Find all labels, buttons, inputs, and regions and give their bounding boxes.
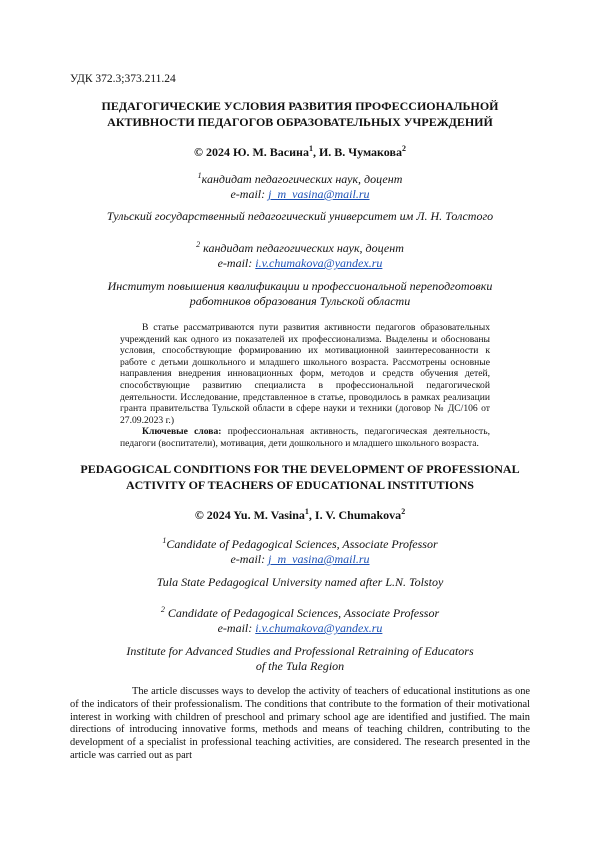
en-aff2-email-label: e-mail: bbox=[217, 621, 256, 635]
en-aff2-org bbox=[70, 644, 530, 674]
ru-aff2-email-label: e-mail: bbox=[217, 256, 256, 270]
ru-abstract bbox=[120, 322, 490, 450]
ru-aff1-org: Тульский государственный педагогический университет им Л. Н. Толстого bbox=[106, 209, 494, 223]
ru-aff1-email-link[interactable]: j_m_vasina@mail.ru bbox=[268, 187, 370, 201]
en-aff2-sup: 2 bbox=[160, 605, 165, 614]
en-title-line1: PEDAGOGICAL CONDITIONS FOR THE DEVELOPMENT OF PROFESSIONAL bbox=[80, 462, 520, 476]
ru-title bbox=[70, 98, 530, 130]
ru-aff1-sup: 1 bbox=[197, 171, 202, 180]
en-abstract bbox=[70, 686, 530, 763]
ru-aff1-email-label: e-mail: bbox=[230, 187, 269, 201]
ru-abstract-text: В статье рассматриваются пути развития активности педагогов образовательных учреждений как одного из показателей их профессионализма. Выделены и обоснованы условия, способствующие формированию их мотивационной заинтересованности к работе с детьми дошкольного и младшего школьного возраста. Рассмотрены основные направления внедрения инновационных форм, методов и средств обучения детей, способствующие развитию специалиста в профессиональной педагогической деятельности. Исследование, представленное в статье, проводилось в рамках реализации гранта правительства Тульской области в сфере науки и техники (договор № ДС/106 от 27.09.2023 г.) bbox=[120, 322, 490, 426]
en-aff1-sup: 1 bbox=[162, 536, 167, 545]
ru-keywords bbox=[120, 426, 490, 449]
en-affiliation-2 bbox=[70, 602, 530, 636]
ru-author2-sup: 2 bbox=[401, 144, 406, 153]
en-aff2-org-line1: Institute for Advanced Studies and Professional Retraining of Educators bbox=[126, 644, 474, 658]
en-aff2-org-line2: of the Tula Region bbox=[255, 659, 345, 673]
ru-authors bbox=[70, 144, 530, 160]
ru-aff2-degree: кандидат педагогических наук, доцент bbox=[200, 241, 404, 255]
ru-aff2-email-link[interactable]: i.v.chumakova@yandex.ru bbox=[255, 256, 383, 270]
en-author1: © 2024 Yu. M. Vasina bbox=[194, 508, 305, 522]
udk-code: УДК 372.3;373.211.24 bbox=[70, 73, 176, 85]
en-author2-sup: 2 bbox=[401, 507, 406, 516]
en-aff2-degree: Candidate of Pedagogical Sciences, Associate Professor bbox=[164, 606, 440, 620]
en-aff1-email-link[interactable]: j_m_vasina@mail.ru bbox=[268, 552, 370, 566]
ru-aff2-org-line1: Институт повышения квалификации и профессиональной переподготовки bbox=[107, 279, 493, 293]
ru-aff2-sup: 2 bbox=[196, 240, 201, 249]
ru-affiliation-2 bbox=[70, 237, 530, 271]
ru-author1: © 2024 Ю. М. Васина bbox=[194, 145, 309, 159]
en-author2: , I. V. Chumakova bbox=[308, 508, 402, 522]
en-aff2-email-link[interactable]: i.v.chumakova@yandex.ru bbox=[255, 621, 383, 635]
ru-keywords-label: Ключевые слова: bbox=[142, 426, 222, 438]
ru-aff2-org-line2: работников образования Тульской области bbox=[189, 294, 411, 308]
ru-author1-sup: 1 bbox=[308, 144, 313, 153]
en-aff1-org: Tula State Pedagogical University named after L.N. Tolstoy bbox=[156, 575, 444, 589]
ru-title-line2: АКТИВНОСТИ ПЕДАГОГОВ ОБРАЗОВАТЕЛЬНЫХ УЧРЕЖДЕНИЙ bbox=[107, 115, 493, 129]
ru-aff2-org bbox=[70, 279, 530, 309]
en-title-line2: ACTIVITY OF TEACHERS OF EDUCATIONAL INSTITUTIONS bbox=[126, 478, 474, 492]
ru-affiliation-1 bbox=[70, 168, 530, 202]
en-author1-sup: 1 bbox=[304, 507, 309, 516]
en-title bbox=[70, 461, 530, 493]
en-affiliation-1 bbox=[70, 533, 530, 567]
ru-aff1-degree: кандидат педагогических наук, доцент bbox=[201, 172, 403, 186]
en-aff1-email-label: e-mail: bbox=[230, 552, 269, 566]
ru-keywords-text: профессиональная активность, педагогическая деятельность, педагоги (воспитатели), мотивация, дети дошкольного и младшего школьного возраста. bbox=[120, 426, 490, 449]
en-authors bbox=[70, 507, 530, 523]
en-aff1-degree: Candidate of Pedagogical Sciences, Associate Professor bbox=[166, 537, 438, 551]
en-abstract-text: The article discusses ways to develop the activity of teachers of educational institutions as one of the indicators of their professionalism. The conditions that contribute to the formation of their motivational interest in working with children of preschool and primary school age are identified and justified. The main directions of introducing innovative forms, methods and means of teaching children, contributing to the development of a specialist in professional teaching activities, are considered. The research presented in the article was carried out as part bbox=[70, 686, 530, 761]
ru-author2: , И. В. Чумакова bbox=[312, 145, 402, 159]
ru-title-line1: ПЕДАГОГИЧЕСКИЕ УСЛОВИЯ РАЗВИТИЯ ПРОФЕССИОНАЛЬНОЙ bbox=[101, 99, 499, 113]
